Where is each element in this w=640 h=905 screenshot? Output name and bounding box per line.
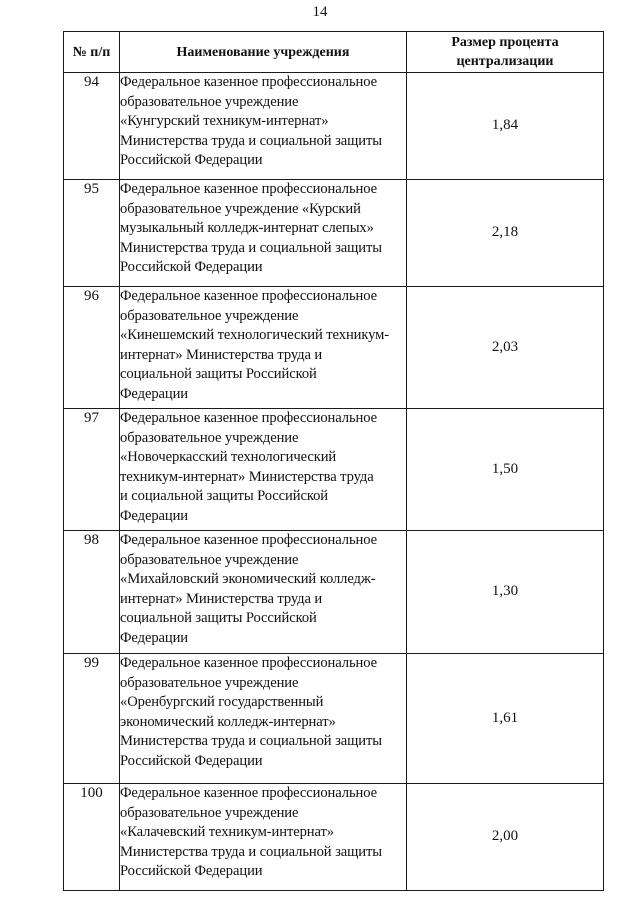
- row-number: 95: [64, 180, 120, 287]
- row-number: 99: [64, 654, 120, 784]
- table-header: [64, 32, 604, 73]
- centralization-percent: 2,03: [407, 287, 604, 409]
- centralization-percent: 1,61: [407, 654, 604, 784]
- header-row: [64, 32, 604, 73]
- institution-name: Федеральное казенное профессиональное образовательное учреждение «Кунгурский техникум-интернат» Министерства труда и социальной защиты Российской Федерации: [120, 73, 407, 180]
- header-institution-name: Наименование учреждения: [120, 32, 407, 73]
- row-number: 100: [64, 784, 120, 891]
- header-number: № п/п: [64, 32, 120, 73]
- row-number: 94: [64, 73, 120, 180]
- institution-name: Федеральное казенное профессиональное образовательное учреждение «Новочеркасский технологический техникум-интернат» Министерства труда и социальной защиты Российской Федерации: [120, 409, 407, 531]
- centralization-percent: 2,18: [407, 180, 604, 287]
- table-row: [64, 287, 604, 409]
- centralization-percent: 1,84: [407, 73, 604, 180]
- row-number: 96: [64, 287, 120, 409]
- table-row: [64, 531, 604, 654]
- centralization-percent: 1,50: [407, 409, 604, 531]
- institution-name: Федеральное казенное профессиональное образовательное учреждение «Михайловский экономический колледж- интернат» Министерства труда и социальной защиты Российской Федерации: [120, 531, 407, 654]
- centralization-percent: 2,00: [407, 784, 604, 891]
- table-body: [64, 73, 604, 891]
- institution-name: Федеральное казенное профессиональное образовательное учреждение «Оренбургский государственный экономический колледж-интернат» Министерства труда и социальной защиты Российской Федерации: [120, 654, 407, 784]
- institutions-table: [63, 31, 604, 891]
- table-row: [64, 73, 604, 180]
- institution-name: Федеральное казенное профессиональное образовательное учреждение «Калачевский техникум-интернат» Министерства труда и социальной защиты Российской Федерации: [120, 784, 407, 891]
- row-number: 98: [64, 531, 120, 654]
- table-row: [64, 654, 604, 784]
- centralization-percent: 1,30: [407, 531, 604, 654]
- table-row: [64, 180, 604, 287]
- table-row: [64, 784, 604, 891]
- page-number: 14: [312, 4, 328, 20]
- table-row: [64, 409, 604, 531]
- header-percent-text: Размер процента централизации: [451, 35, 559, 69]
- header-centralization-percent: [407, 32, 604, 73]
- institution-name: Федеральное казенное профессиональное образовательное учреждение «Курский музыкальный колледж-интернат слепых» Министерства труда и социальной защиты Российской Федерации: [120, 180, 407, 287]
- institution-name: Федеральное казенное профессиональное образовательное учреждение «Кинешемский технологический техникум- интернат» Министерства труда и социальной защиты Российской Федерации: [120, 287, 407, 409]
- row-number: 97: [64, 409, 120, 531]
